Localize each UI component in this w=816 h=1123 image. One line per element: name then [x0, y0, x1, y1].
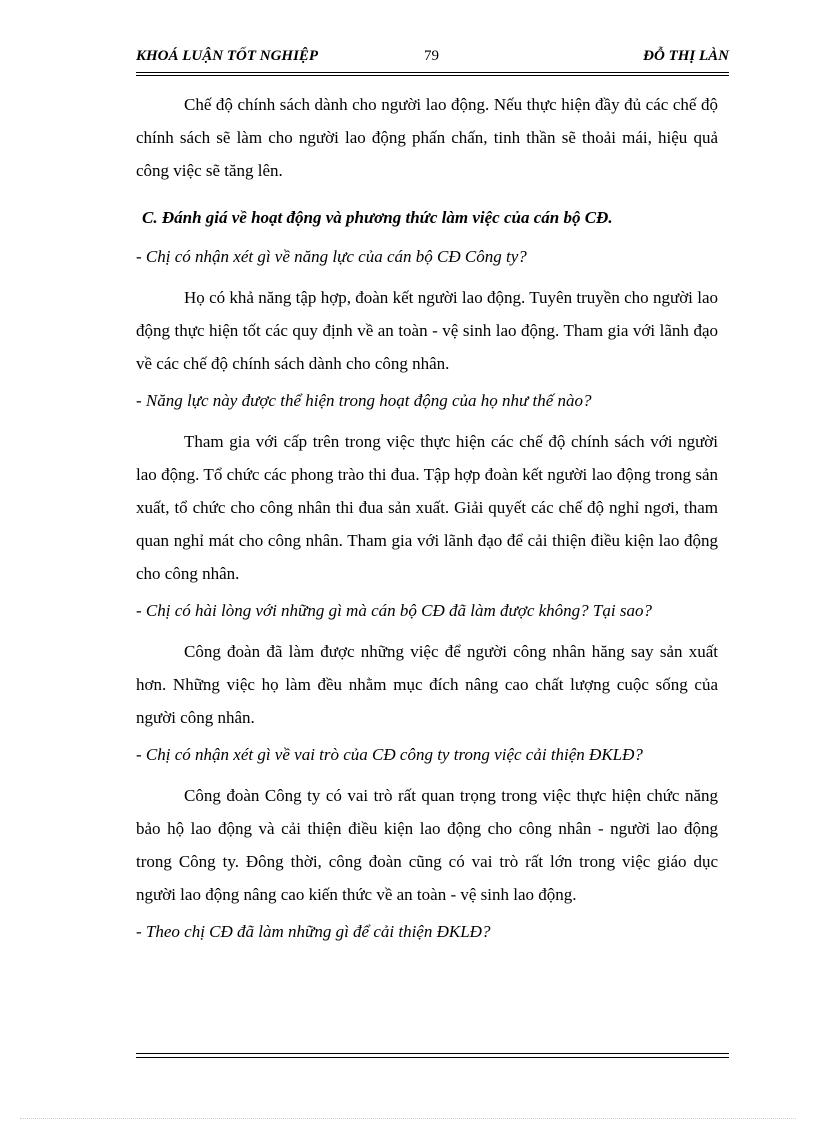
question-4: - Chị có nhận xét gì về vai trò của CĐ công ty trong việc cải thiện ĐKLĐ?: [136, 745, 643, 764]
header-author: ĐỖ THỊ LÀN: [643, 48, 729, 64]
page-content: [136, 88, 718, 956]
question-1: - Chị có nhận xét gì về năng lực của cán bộ CĐ Công ty?: [136, 247, 527, 266]
answer-4: Công đoàn Công ty có vai trò rất quan trọng trong việc thực hiện chức năng bảo hộ lao động và cải thiện điều kiện lao động cho công nhân - người lao động trong Công ty. Đông thời, công đoàn cũng có vai trò rất lớn trong việc giáo dục người lao động nâng cao kiến thức về an toàn - vệ sinh lao động.: [136, 786, 718, 904]
answer-1: Họ có khả năng tập hợp, đoàn kết người lao động. Tuyên truyền cho người lao động thực hiện tốt các quy định về an toàn - vệ sinh lao động. Tham gia với lãnh đạo về các chế độ chính sách dành cho công nhân.: [136, 288, 718, 373]
page-bottom-border: [20, 1118, 796, 1119]
answer-3: Công đoàn đã làm được những việc để người công nhân hăng say sản xuất hơn. Những việc họ làm đều nhằm mục đích nâng cao chất lượng cuộc sống của người công nhân.: [136, 642, 718, 727]
page-header: [136, 48, 729, 70]
section-heading: C. Đánh giá về hoạt động và phương thức làm việc của cán bộ CĐ.: [142, 208, 613, 227]
header-rule-top: [136, 72, 729, 73]
answer-2: Tham gia với cấp trên trong việc thực hiện các chế độ chính sách với người lao động. Tổ chức các phong trào thi đua. Tập hợp đoàn kết người lao động trong sản xuất, tổ chức cho công nhân thi đua sản xuất. Giải quyết các chế độ nghỉ ngơi, tham quan nghỉ mát cho công nhân. Tham gia với lãnh đạo để cải thiện điều kiện lao động cho công nhân.: [136, 432, 718, 583]
page-number: 79: [424, 48, 439, 64]
header-thesis-title: KHOÁ LUẬN TỐT NGHIỆP: [136, 48, 319, 64]
header-rule-bottom: [136, 75, 729, 76]
question-5: - Theo chị CĐ đã làm những gì để cải thiện ĐKLĐ?: [136, 922, 491, 941]
question-3: - Chị có hài lòng với những gì mà cán bộ CĐ đã làm được không? Tại sao?: [136, 601, 652, 620]
intro-paragraph: Chế độ chính sách dành cho người lao động. Nếu thực hiện đầy đủ các chế độ chính sách sẽ làm cho người lao động phấn chấn, tinh thần sẽ thoải mái, hiệu quả công việc sẽ tăng lên.: [136, 95, 718, 180]
footer-rule-bottom: [136, 1057, 729, 1058]
footer-rule-top: [136, 1053, 729, 1054]
question-2: - Năng lực này được thể hiện trong hoạt động của họ như thế nào?: [136, 391, 592, 410]
